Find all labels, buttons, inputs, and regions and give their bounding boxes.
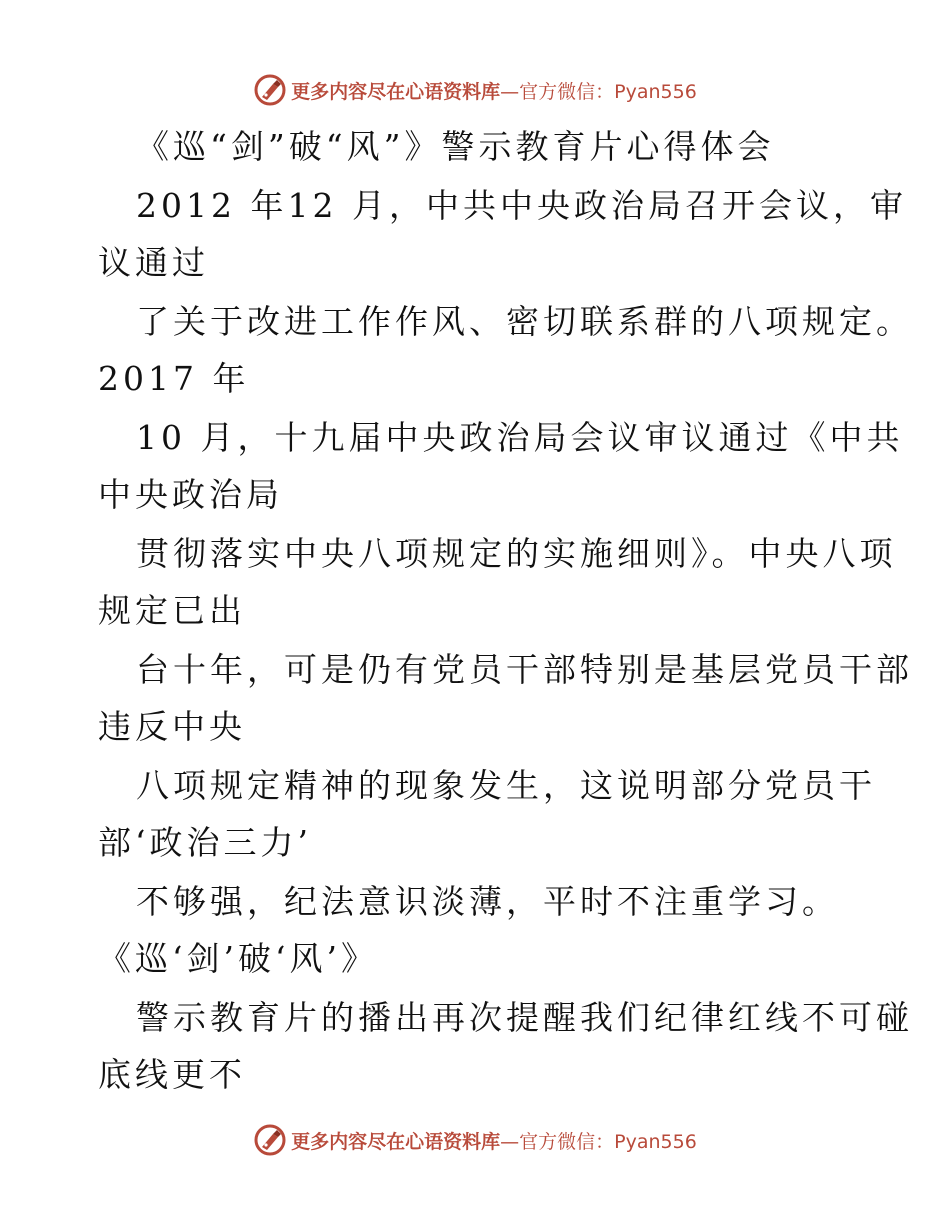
paragraph-line: 部‘政治三力’ (98, 823, 312, 862)
paragraph-line: 规定已出 (98, 591, 246, 630)
banner-separator: — (500, 1130, 520, 1153)
paragraph-line: 贯彻落实中央八项规定的实施细则》。中央八项 (136, 534, 897, 573)
banner-wechat-text: 官方微信：Pyan556 (519, 80, 697, 103)
pen-nib-circle-icon (253, 1123, 287, 1157)
paragraph-line: 警示教育片的播出再次提醒我们纪律红线不可碰 (136, 998, 913, 1037)
banner-text (291, 1127, 697, 1154)
paragraph-line: 不够强，纪法意识淡薄，平时不注重学习。 (136, 882, 839, 921)
paragraph-line: 中央政治局 (98, 475, 283, 514)
paragraph-line: 议通过 (98, 243, 209, 282)
banner-wechat-text: 官方微信：Pyan556 (519, 1130, 697, 1153)
document-title: 《巡“剑”破“风”》警示教育片心得体会 (136, 127, 775, 166)
paragraph-line: 八项规定精神的现象发生，这说明部分党员干 (136, 766, 876, 805)
paragraph-line: 台十年，可是仍有党员干部特别是基层党员干部 (136, 650, 913, 689)
paragraph-line: 底线更不 (98, 1055, 246, 1094)
paragraph-line: 违反中央 (98, 707, 246, 746)
paragraph-line: 2017 年 (98, 359, 250, 398)
banner-main-text: 更多内容尽在心语资料库 (291, 1130, 501, 1153)
paragraph-line: 了关于改进工作作风、密切联系群的八项规定。 (136, 302, 913, 341)
paragraph-line: 《巡‘剑’破‘风’》 (98, 939, 378, 978)
paragraph-line: 10 月，十九届中央政治局会议审议通过《中共 (136, 418, 904, 457)
paragraph-line: 2012 年12 月，中共中央政治局召开会议，审 (136, 186, 907, 225)
footer-watermark-banner (0, 1120, 950, 1160)
banner-main-text: 更多内容尽在心语资料库 (291, 80, 501, 103)
banner-separator: — (500, 80, 520, 103)
